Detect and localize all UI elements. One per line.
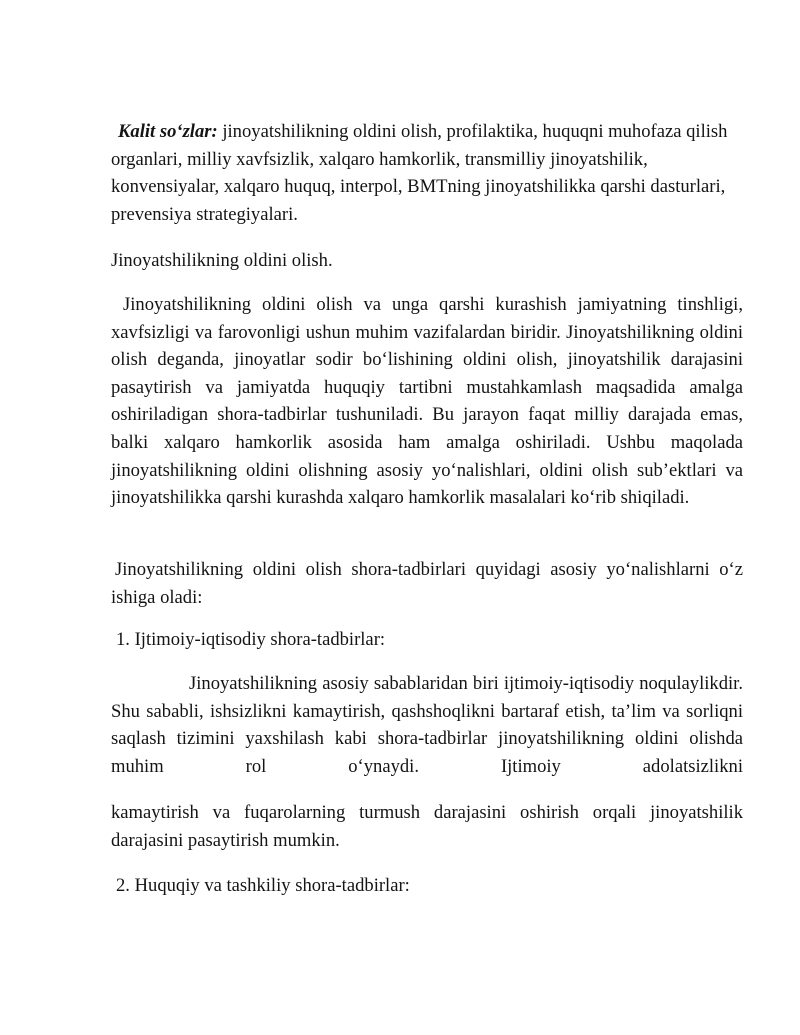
keywords-label: Kalit so‘zlar:: [118, 121, 218, 142]
section-heading: Jinoyatshilikning oldini olish.: [111, 250, 333, 271]
subheading-socio-economic: 1. Ijtimoiy-iqtisodiy shora-tadbirlar:: [116, 629, 386, 650]
socio-economic-paragraph-part2: kamaytirish va fuqarolarning turmush darajasini oshirish orqali jinoyatshilik darajasini pasaytirish mumkin.: [111, 802, 743, 851]
socio-economic-paragraph-part1: Jinoyatshilikning asosiy sabablaridan biri ijtimoiy-iqtisodiy noqulaylikdir. Shu sababli, ishsizlikni kamaytirish, qashshoqlikni bartaraf etish, ta’lim va sorliqni saqlash tizimini yaxshilash kabi shora-tadbirlar jinoyatshilikning oldini olishda muhim rol o‘ynaydi. Ijtimoiy adolatsizlikni: [111, 673, 743, 777]
subheading-legal-organizational: 2. Huquqiy va tashkiliy shora-tadbirlar:: [116, 875, 410, 896]
lead-paragraph: Jinoyatshilikning oldini olish shora-tadbirlari quyidagi asosiy yo‘nalishlarni o‘z ishiga oladi:: [111, 559, 743, 608]
keywords-text: jinoyatshilikning oldini olish, profilaktika, huquqni muhofaza qilish organlari, milliy xavfsizlik, xalqaro hamkorlik, transmilliy jinoyatshilik, konvensiyalar, xalqaro huquq, interpol, BMTning jinoyatshilikka qarshi dasturlari, prevensiya strategiyalari.: [111, 121, 728, 225]
intro-paragraph: Jinoyatshilikning oldini olish va unga qarshi kurashish jamiyatning tinshligi, xavfsizligi va farovonligi ushun muhim vazifalardan biridir. Jinoyatshilikning oldini olish deganda, jinoyatlar sodir bo‘lishining oldini olish, jinoyatshilik darajasini pasaytirish va jamiyatda huquqiy tartibni mustahkamlash maqsadida amalga oshiriladigan shora-tadbirlar tushuniladi. Bu jarayon faqat milliy darajada emas, balki xalqaro hamkorlik asosida ham amalga oshiriladi. Ushbu maqolada jinoyatshilikning oldini olishning asosiy yo‘nalishlari, oldini olish sub’ektlari va jinoyatshilikka qarshi kurashda xalqaro hamkorlik masalalari ko‘rib shiqiladi.: [111, 294, 743, 509]
keywords-paragraph: [111, 118, 731, 228]
